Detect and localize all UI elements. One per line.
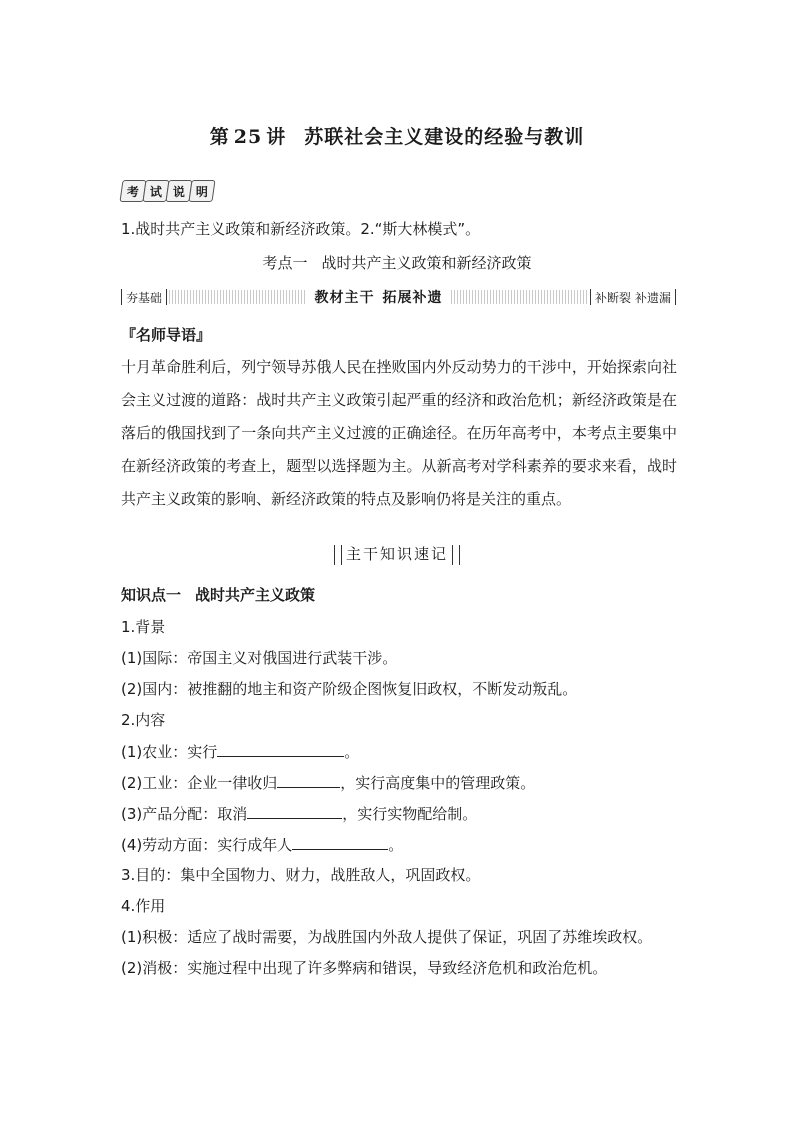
guide-paragraph: 十月革命胜利后，列宁领导苏俄人民在挫败国内外反动势力的干涉中，开始探索向社会主义过渡的道路：战时共产主义政策引起严重的经济和政治危机；新经济政策是在落后的俄国找到了一条向共产主义过渡的正确途径。在历年高考中，本考点主要集中在新经济政策的考查上，题型以选择题为主。从新高考对学科素养的要求来看，战时共产主义政策的影响、新经济政策的特点及影响仍将是关注的重点。 — [121, 358, 677, 508]
banner-left-label: 夯基础 — [121, 289, 167, 305]
topic-heading — [0, 252, 794, 273]
exam-description: 1.战时共产主义政策和新经济政策。2.“斯大林模式”。 — [121, 220, 481, 238]
content-item-1: (1)农业：实行 。 — [121, 743, 360, 761]
banner-hatch-left — [169, 290, 306, 304]
content-item-4: (4)劳动方面：实行成年人 。 — [121, 836, 404, 854]
knowledge-point-title: 知识点一 战时共产主义政策 — [121, 586, 316, 604]
fill-blank[interactable] — [217, 741, 344, 757]
purpose-item: 3.目的：集中全国物力、财力，战胜敌人，巩固政权。 — [121, 866, 481, 884]
content-heading: 2.内容 — [121, 711, 166, 729]
section-bar-right — [452, 545, 460, 565]
guide-label: 『名师导语』 — [121, 326, 212, 344]
section-title — [0, 543, 794, 565]
badge-char: 明 — [188, 180, 215, 202]
lecture-suffix: 讲 — [266, 126, 287, 148]
effect-item-2: (2)消极：实施过程中出现了许多弊病和错误，导致经济危机和政治危机。 — [121, 959, 608, 977]
fill-blank[interactable] — [247, 803, 342, 819]
background-item-2: (2)国内：被推翻的地主和资产阶级企图恢复旧政权，不断发动叛乱。 — [121, 680, 578, 698]
badge-char: 试 — [142, 180, 169, 202]
effect-item-1: (1)积极：适应了战时需要，为战胜国内外敌人提供了保证，巩固了苏维埃政权。 — [121, 928, 653, 946]
badge-char: 说 — [165, 180, 192, 202]
section-banner-bar — [121, 287, 676, 307]
lecture-title-text: 苏联社会主义建设的经验与教训 — [304, 126, 585, 148]
lecture-prefix: 第 — [209, 126, 230, 148]
banner-right-label: 补断裂 补遗漏 — [590, 289, 676, 305]
exam-notes-badge — [121, 180, 213, 202]
background-heading: 1.背景 — [121, 618, 166, 636]
section-title-text: 主干知识速记 — [345, 545, 448, 563]
fill-blank[interactable] — [292, 834, 388, 850]
badge-char: 考 — [119, 180, 146, 202]
banner-center-label: 教材主干 拓展补遗 — [314, 290, 443, 306]
content-item-2: (2)工业：企业一律收归 ，实行高度集中的管理政策。 — [121, 774, 536, 792]
topic-title: 战时共产主义政策和新经济政策 — [321, 254, 532, 272]
lesson-title — [0, 122, 794, 149]
effect-heading: 4.作用 — [121, 897, 166, 915]
fill-blank[interactable] — [277, 772, 340, 788]
lecture-number: 25 — [233, 126, 263, 148]
topic-label: 考点一 — [262, 254, 308, 272]
banner-hatch-right — [451, 290, 588, 304]
section-bar-left — [334, 545, 342, 565]
background-item-1: (1)国际：帝国主义对俄国进行武装干涉。 — [121, 649, 398, 667]
content-item-3: (3)产品分配：取消 ，实行实物配给制。 — [121, 805, 478, 823]
